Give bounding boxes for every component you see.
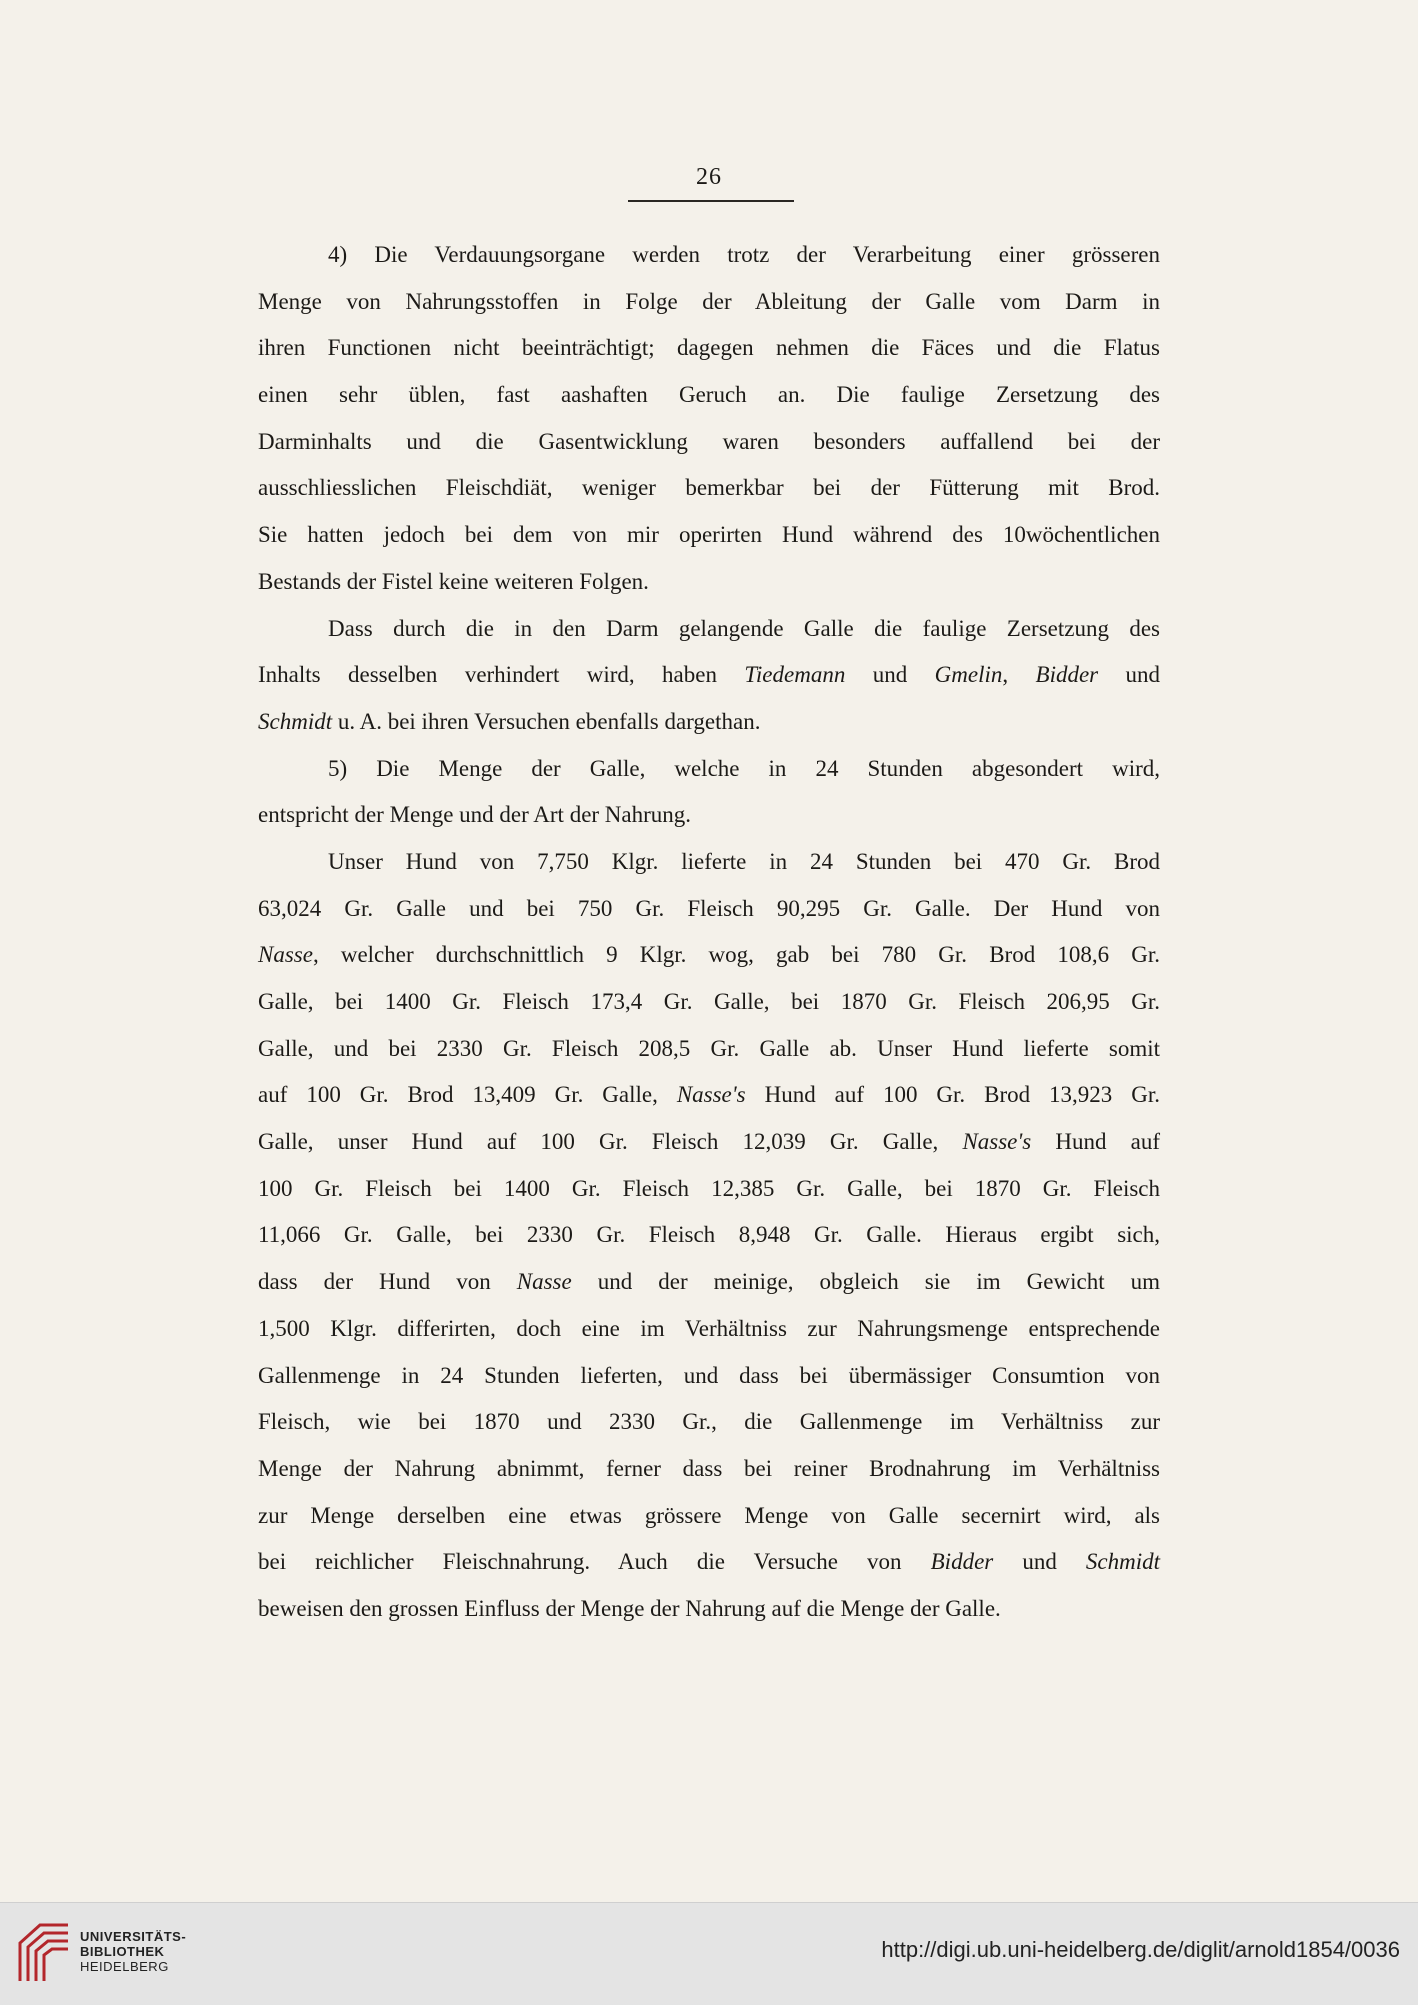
text-line: ihren Functionen nicht beeinträchtigt; dagegen nehmen die Fäces und die Flatus (258, 335, 1160, 361)
text-line: einen sehr üblen, fast aashaften Geruch an. Die faulige Zersetzung des (258, 382, 1160, 408)
author-name: Nasse (516, 1269, 572, 1295)
text-line: Menge der Nahrung abnimmt, ferner dass bei reiner Brodnahrung im Verhältniss (258, 1455, 1160, 1481)
text-line: Galle, unser Hund auf 100 Gr. Fleisch 12,039 Gr. Galle, Nasse's Hund auf (258, 1129, 1161, 1155)
text-line: dass der Hund von Nasse und der meinige, obgleich sie im Gewicht um (258, 1269, 1161, 1295)
author-name: Schmidt (1085, 1549, 1161, 1575)
author-name: Nasse's (676, 1082, 746, 1108)
text-line: Fleisch, wie bei 1870 und 2330 Gr., die Gallenmenge im Verhältniss zur (258, 1409, 1160, 1435)
text-line: Galle, bei 1400 Gr. Fleisch 173,4 Gr. Galle, bei 1870 Gr. Fleisch 206,95 Gr. (258, 989, 1160, 1014)
library-footer (0, 1902, 1418, 2005)
text-line: Inhalts desselben verhindert wird, haben Tiedemann und Gmelin, Bidder und (258, 662, 1161, 688)
text-line: Dass durch die in den Darm gelangende Galle die faulige Zersetzung des (328, 615, 1160, 641)
text-line: 63,024 Gr. Galle und bei 750 Gr. Fleisch 90,295 Gr. Galle. Der Hund von (258, 895, 1160, 921)
author-name: Tiedemann (744, 662, 846, 688)
text-line: Galle, und bei 2330 Gr. Fleisch 208,5 Gr. Galle ab. Unser Hund lieferte somit (258, 1035, 1160, 1061)
text-line: Menge von Nahrungsstoffen in Folge der Ableitung der Galle vom Darm in (258, 288, 1160, 314)
source-url[interactable]: http://digi.ub.uni-heidelberg.de/diglit/arnold1854/0036 (881, 1937, 1400, 1962)
text-line: Schmidt u. A. bei ihren Versuchen ebenfalls dargethan. (258, 708, 761, 734)
text-line: 11,066 Gr. Galle, bei 2330 Gr. Fleisch 8,948 Gr. Galle. Hieraus ergibt sich, (258, 1222, 1160, 1248)
text-line: 5) Die Menge der Galle, welche in 24 Stunden abgesondert wird, (328, 755, 1160, 781)
text-line: Gallenmenge in 24 Stunden lieferten, und dass bei übermässiger Consumtion von (258, 1362, 1160, 1388)
author-name: Schmidt (258, 708, 333, 734)
author-name: Gmelin (934, 662, 1003, 688)
text-line: zur Menge derselben eine etwas grössere Menge von Galle secernirt wird, als (258, 1502, 1160, 1528)
text-line: 1,500 Klgr. differirten, doch eine im Verhältniss zur Nahrungsmenge entsprechende (258, 1315, 1160, 1341)
library-logo-icon (16, 1921, 72, 1985)
author-name: Bidder (930, 1549, 994, 1575)
author-name: Bidder (1035, 662, 1099, 688)
text-line: Nasse, welcher durchschnittlich 9 Klgr. wog, gab bei 780 Gr. Brod 108,6 Gr. (258, 942, 1160, 968)
author-name: Nasse (258, 942, 313, 968)
text-line: Unser Hund von 7,750 Klgr. lieferte in 24 Stunden bei 470 Gr. Brod (328, 848, 1160, 874)
text-line: 4) Die Verdauungsorgane werden trotz der Verarbeitung einer grösseren (328, 242, 1160, 267)
text-line: 100 Gr. Fleisch bei 1400 Gr. Fleisch 12,385 Gr. Galle, bei 1870 Gr. Fleisch (258, 1175, 1160, 1201)
text-line: entspricht der Menge und der Art der Nahrung. (258, 802, 692, 828)
text-line: Darminhalts und die Gasentwicklung waren besonders auffallend bei der (258, 428, 1160, 454)
page-number: 26 (696, 164, 722, 190)
text-line: bei reichlicher Fleischnahrung. Auch die Versuche von Bidder und Schmidt (258, 1549, 1161, 1575)
library-name: UNIVERSITÄTS- BIBLIOTHEK HEIDELBERG (80, 1929, 187, 1974)
text-line: auf 100 Gr. Brod 13,409 Gr. Galle, Nasse's Hund auf 100 Gr. Brod 13,923 Gr. (258, 1082, 1160, 1108)
text-line: ausschliesslichen Fleischdiät, weniger bemerkbar bei der Fütterung mit Brod. (258, 475, 1160, 501)
text-line: Sie hatten jedoch bei dem von mir operirten Hund während des 10wöchentlichen (258, 522, 1160, 548)
text-line: beweisen den grossen Einfluss der Menge der Nahrung auf die Menge der Galle. (258, 1595, 1001, 1621)
text-line: Bestands der Fistel keine weiteren Folgen. (258, 568, 649, 594)
body-text (258, 232, 1160, 1633)
page-number-rule (628, 200, 794, 202)
author-name: Nasse's (962, 1129, 1032, 1155)
